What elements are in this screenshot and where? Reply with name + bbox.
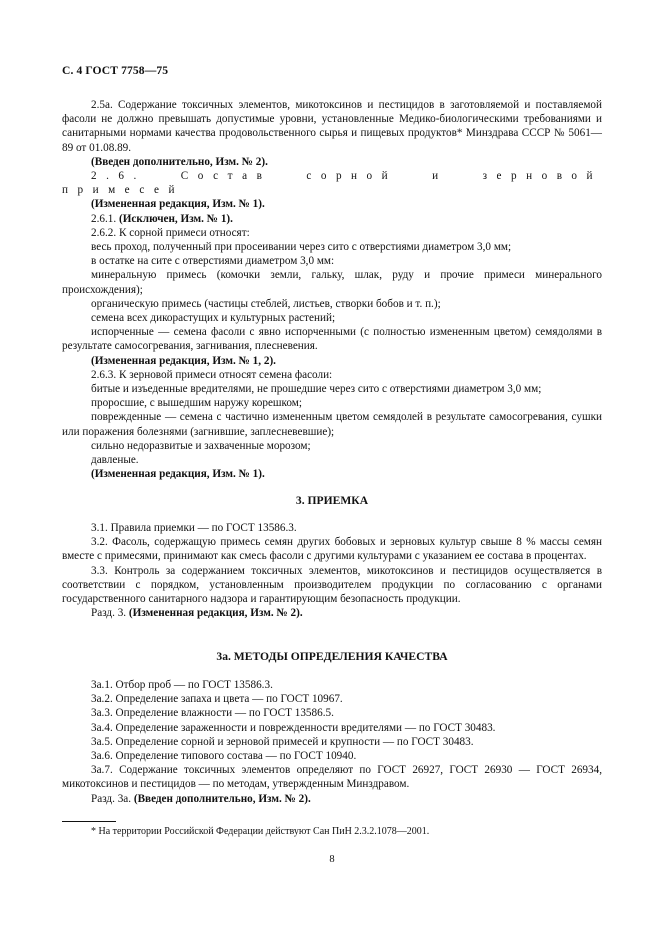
footnote-separator <box>62 821 116 822</box>
section-ref: Разд. 3. <box>91 607 129 620</box>
section-ref: Разд. 3а. <box>91 792 134 805</box>
list-item: весь проход, полученный при просеивании через сито с отверстиями диаметром 3,0 мм; <box>91 241 512 254</box>
list-item: испорченные — семена фасоли с явно испорченными (с полностью измененным цветом) семядолями в результате самосогревания, загнивания, плесневения. <box>62 326 602 353</box>
section-3a-note <box>62 792 602 806</box>
paragraph-2-6-2: 2.6.2. К сорной примеси относят: <box>91 226 250 239</box>
amendment-note: (Измененная редакция, Изм. № 1). <box>91 198 265 211</box>
paragraph-3a-3: 3а.3. Определение влажности — по ГОСТ 13586.5. <box>91 707 334 720</box>
section-3a-title: 3а. МЕТОДЫ ОПРЕДЕЛЕНИЯ КАЧЕСТВА <box>216 650 448 663</box>
paragraph-3-2: 3.2. Фасоль, содержащую примесь семян других бобовых и зерновых культур свыше 8 % массы семян вместе с примесями, принимают как смесь фасоли с другими культурами с указанием ее состава в процентах. <box>62 536 602 563</box>
section-2-5a <box>62 98 602 481</box>
list-item: проросшие, с вышедшим наружу корешком; <box>91 397 302 410</box>
amendment-note: (Измененная редакция, Изм. № 1). <box>91 468 265 481</box>
paragraph-3a-5: 3а.5. Определение сорной и зерновой примесей и крупности — по ГОСТ 30483. <box>91 735 474 748</box>
paragraph-3-3: 3.3. Контроль за содержанием токсичных элементов, микотоксинов и пестицидов осуществляется в соответствии с порядком, установленным производителем продукции по согласованию с органами государственного санитарного надзора и гарантирующим безопасность продукции. <box>62 564 602 606</box>
paragraph-3a-7: 3а.7. Содержание токсичных элементов определяют по ГОСТ 26927, ГОСТ 26930 — ГОСТ 26934, микотоксинов и пестицидов — по методам, утвержденным Минздравом. <box>62 764 602 791</box>
footnote: * На территории Российской Федерации действуют Сан ПиН 2.3.2.1078—2001. <box>91 826 430 837</box>
list-item: в остатке на сите с отверстиями диаметром 3,0 мм: <box>91 255 335 268</box>
paragraph-3a-1: 3а.1. Отбор проб — по ГОСТ 13586.3. <box>91 679 273 691</box>
paragraph-3a-6: 3а.6. Определение типового состава — по ГОСТ 10940. <box>91 750 357 763</box>
page-header: С. 4 ГОСТ 7758—75 <box>62 64 169 77</box>
paragraph-2-6-3: 2.6.3. К зерновой примеси относят семена фасоли: <box>91 368 333 381</box>
clause-number: 2.6.1. <box>91 212 119 225</box>
amendment-note: (Исключен, Изм. № 1). <box>118 212 233 225</box>
list-item: давленые. <box>91 454 139 467</box>
paragraph-3a-2: 3а.2. Определение запаха и цвета — по ГОСТ 10967. <box>91 693 343 706</box>
amendment-note: (Измененная редакция, Изм. № 2). <box>128 607 303 620</box>
list-item: битые и изъеденные вредителями, не прошедшие через сито с отверстиями диаметром 3,0 мм; <box>91 383 542 396</box>
section-3a <box>62 678 602 806</box>
paragraph-3a-4: 3а.4. Определение зараженности и поврежденности вредителями — по ГОСТ 30483. <box>91 721 496 734</box>
amendment-note: (Введен дополнительно, Изм. № 2). <box>91 155 268 168</box>
list-item: поврежденные — семена с частично измененным цветом семядолей в результате самосогревания, сушки или поражения болезнями (загнившие, заплесневевшие); <box>62 411 602 438</box>
page-number: 8 <box>329 854 335 865</box>
paragraph-2-6-1 <box>62 212 602 226</box>
list-item: органическую примесь (частицы стеблей, листьев, створки бобов и т. п.); <box>91 297 441 310</box>
paragraph-2-5a: 2.5а. Содержание токсичных элементов, микотоксинов и пестицидов в заготовляемой и поставляемой фасоли не должно превышать допустимые уровни, установленные Медико-биологическими требованиями и санитарными нормами качества продовольственного сырья и пищевых продуктов* Минздрава СССР № 5061—89 от 01.08.89. <box>62 99 602 154</box>
section-3 <box>62 521 602 620</box>
section-3-note <box>62 606 602 620</box>
list-item: минеральную примесь (комочки земли, гальку, шлак, руду и прочие примеси минерального происхождения); <box>62 269 602 296</box>
section-3-title: 3. ПРИЕМКА <box>295 494 369 507</box>
list-item: семена всех дикорастущих и культурных растений; <box>91 312 336 325</box>
paragraph-3-1: 3.1. Правила приемки — по ГОСТ 13586.3. <box>91 522 297 534</box>
amendment-note: (Введен дополнительно, Изм. № 2). <box>133 792 311 805</box>
list-item: сильно недоразвитые и захваченные морозом; <box>91 439 311 452</box>
paragraph-2-6: 2.6. Состав сорной и зерновой примесей <box>62 170 602 197</box>
amendment-note: (Измененная редакция, Изм. № 1, 2). <box>91 354 276 367</box>
